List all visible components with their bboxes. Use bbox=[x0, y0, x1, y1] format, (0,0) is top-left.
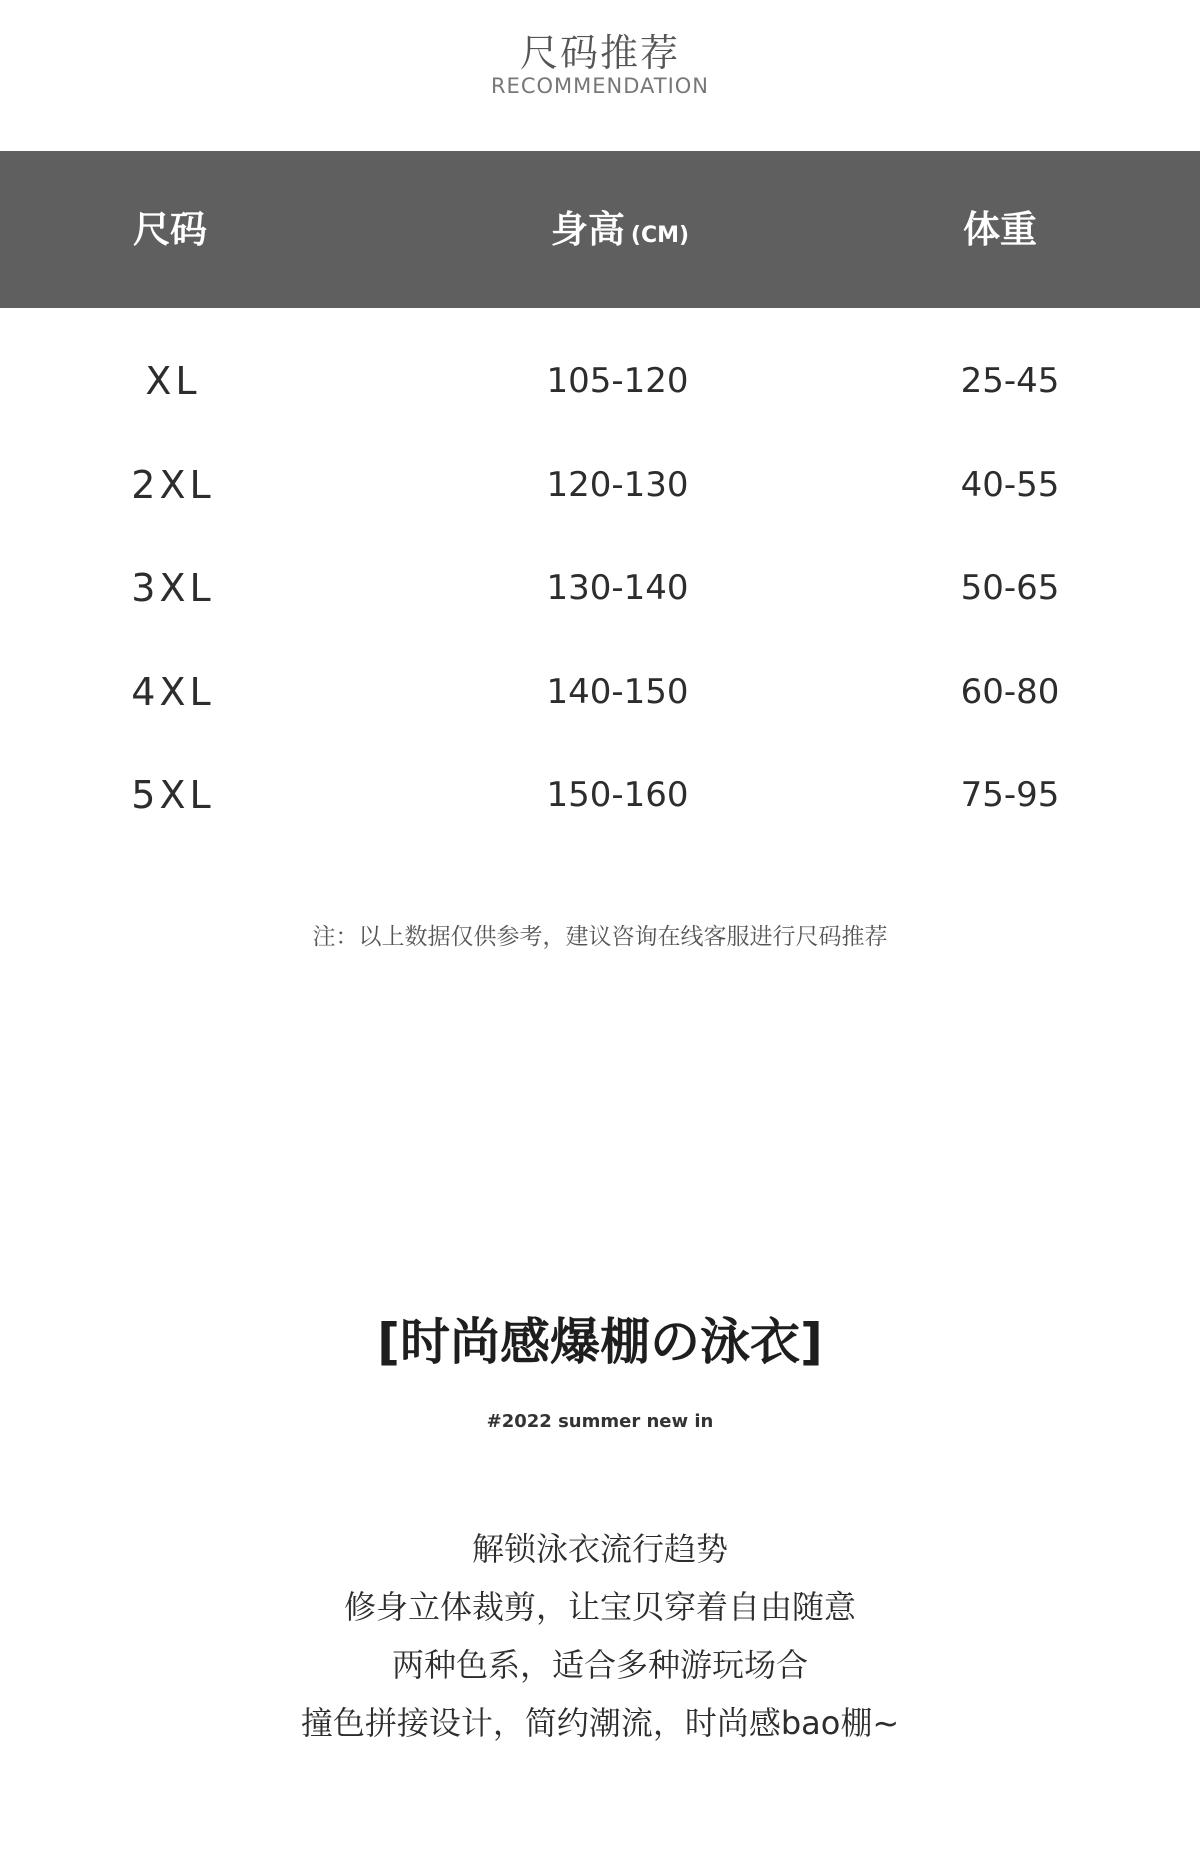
cell-size: XL bbox=[145, 359, 201, 403]
page-subtitle: RECOMMENDATION bbox=[490, 74, 710, 98]
table-row bbox=[0, 330, 1200, 434]
page-title: 尺码推荐 bbox=[519, 31, 680, 75]
cell-size: 5XL bbox=[131, 773, 215, 817]
cell-height: 120-130 bbox=[546, 464, 689, 505]
table-row bbox=[0, 744, 1200, 848]
table-row bbox=[0, 641, 1200, 745]
header-size: 尺码 bbox=[133, 208, 207, 251]
header-height bbox=[480, 151, 760, 308]
header-weight: 体重 bbox=[963, 208, 1037, 251]
cell-size: 4XL bbox=[131, 669, 215, 714]
cell-weight: 60-80 bbox=[960, 671, 1060, 712]
cell-height: 140-150 bbox=[546, 671, 689, 712]
promo-line: 修身立体裁剪，让宝贝穿着自由随意 bbox=[343, 1588, 856, 1626]
size-note: 注：以上数据仅供参考，建议咨询在线客服进行尺码推荐 bbox=[312, 924, 888, 950]
promo-description bbox=[0, 1520, 1200, 1752]
cell-height: 150-160 bbox=[546, 775, 689, 815]
cell-weight: 75-95 bbox=[960, 775, 1060, 815]
promo-title: [时尚感爆棚の泳衣] bbox=[377, 1313, 823, 1371]
cell-height: 105-120 bbox=[546, 361, 689, 401]
promo-line: 两种色系，适合多种游玩场合 bbox=[391, 1646, 808, 1684]
size-table-body bbox=[0, 330, 1200, 848]
cell-weight: 50-65 bbox=[960, 568, 1060, 608]
promo-tag: #2022 summer new in bbox=[486, 1411, 714, 1432]
cell-size: 2XL bbox=[131, 462, 215, 507]
promo-line: 解锁泳衣流行趋势 bbox=[471, 1530, 728, 1568]
size-table-header bbox=[0, 151, 1200, 308]
table-row bbox=[0, 434, 1200, 538]
cell-weight: 40-55 bbox=[960, 464, 1060, 505]
table-row bbox=[0, 537, 1200, 641]
header-height-label: 身高 bbox=[550, 208, 625, 251]
cell-height: 130-140 bbox=[546, 568, 689, 608]
promo-line: 撞色拼接设计，简约潮流，时尚感bao棚~ bbox=[300, 1704, 900, 1742]
cell-weight: 25-45 bbox=[960, 361, 1060, 401]
cell-size: 3XL bbox=[131, 566, 215, 610]
header-height-unit: (CM) bbox=[630, 223, 690, 248]
